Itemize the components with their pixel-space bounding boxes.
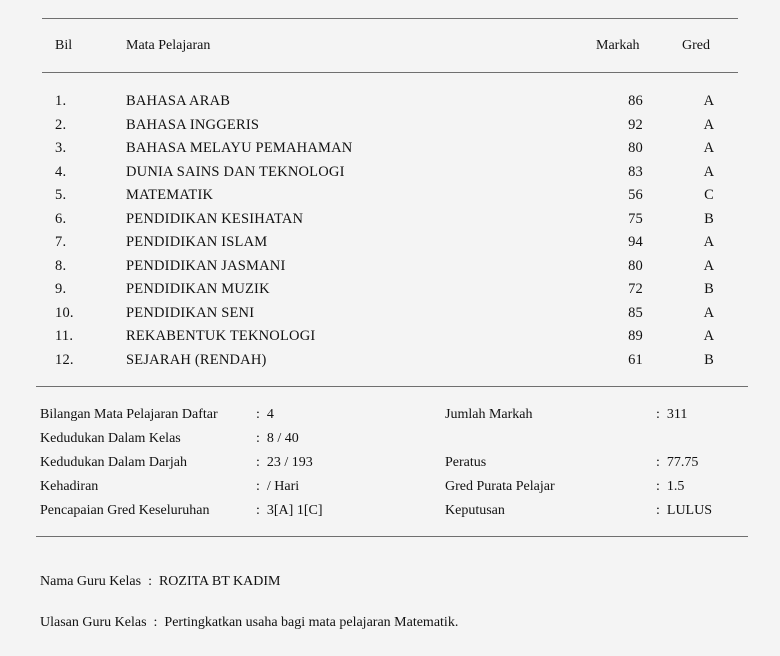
row-number: 9. xyxy=(55,281,67,297)
row-subject: BAHASA ARAB xyxy=(126,93,231,109)
row-mark: 80 xyxy=(628,140,643,156)
teacher-name-label: Nama Guru Kelas : ROZITA BT KADIM xyxy=(40,574,281,589)
top-rule xyxy=(42,18,738,19)
header-mark: Markah xyxy=(596,38,640,53)
row-subject: PENDIDIKAN ISLAM xyxy=(126,234,268,250)
summary-right-value: : 311 xyxy=(656,407,688,422)
summary-left-value: : 23 / 193 xyxy=(256,455,313,470)
row-number: 1. xyxy=(55,93,67,109)
summary-right-value: : LULUS xyxy=(656,503,712,518)
header-subject: Mata Pelajaran xyxy=(126,38,211,53)
summary-left-label: Kehadiran xyxy=(40,479,99,494)
row-mark: 72 xyxy=(628,281,643,297)
summary-right-label: Jumlah Markah xyxy=(445,407,533,422)
row-grade: A xyxy=(703,328,715,344)
row-grade: B xyxy=(704,281,714,297)
teacher-comment-text: Pertingkatkan usaha bagi mata pelajaran Matematik. xyxy=(164,615,459,630)
row-grade: A xyxy=(703,304,715,321)
row-mark: 86 xyxy=(628,93,643,109)
row-mark: 61 xyxy=(628,351,643,368)
row-number: 3. xyxy=(55,140,67,156)
summary-left-value: : 8 / 40 xyxy=(256,431,299,446)
teacher-comment: Ulasan Guru Kelas : Pertingkatkan usaha bagi mata pelajaran Matematik. xyxy=(40,615,459,630)
row-subject: PENDIDIKAN JASMANI xyxy=(126,257,286,274)
table-bottom-rule xyxy=(36,386,748,387)
row-number: 8. xyxy=(55,257,67,274)
row-number: 2. xyxy=(55,116,67,133)
row-grade: A xyxy=(703,116,715,133)
summary-right-label: Gred Purata Pelajar xyxy=(445,479,555,494)
row-mark: 83 xyxy=(628,163,643,180)
row-number: 5. xyxy=(55,187,67,203)
row-grade: C xyxy=(704,187,714,203)
row-number: 7. xyxy=(55,234,67,250)
row-grade: A xyxy=(703,257,715,274)
row-subject: DUNIA SAINS DAN TEKNOLOGI xyxy=(126,163,345,180)
summary-left-value: : / Hari xyxy=(256,479,300,494)
row-subject: REKABENTUK TEKNOLOGI xyxy=(126,328,316,344)
summary-left-label: Kedudukan Dalam Kelas xyxy=(40,431,181,446)
row-mark: 75 xyxy=(628,210,643,227)
summary-left-label: Kedudukan Dalam Darjah xyxy=(40,455,187,470)
row-grade: A xyxy=(703,140,715,156)
row-grade: A xyxy=(703,163,715,180)
teacher-name: ROZITA BT KADIM xyxy=(158,574,281,589)
row-grade: B xyxy=(704,210,714,227)
row-number: 10. xyxy=(55,304,74,321)
summary-right-value: : 77.75 xyxy=(656,455,699,470)
summary-left-value: : 3[A] 1[C] xyxy=(256,503,323,518)
row-mark: 85 xyxy=(628,304,643,321)
header-grade: Gred xyxy=(682,38,710,53)
summary-bottom-rule xyxy=(36,536,748,537)
row-mark: 80 xyxy=(628,257,643,274)
summary-right-label: Keputusan xyxy=(445,503,505,518)
row-subject: SEJARAH (RENDAH) xyxy=(126,351,267,368)
row-mark: 89 xyxy=(628,328,643,344)
row-subject: PENDIDIKAN KESIHATAN xyxy=(126,210,304,227)
row-subject: PENDIDIKAN SENI xyxy=(126,304,255,321)
row-number: 12. xyxy=(55,351,74,368)
row-number: 4. xyxy=(55,163,67,180)
header-bil: Bil xyxy=(55,38,73,53)
row-grade: A xyxy=(703,234,715,250)
row-mark: 94 xyxy=(628,234,643,250)
summary-right-value: : 1.5 xyxy=(656,479,685,494)
row-mark: 92 xyxy=(628,116,643,133)
row-subject: MATEMATIK xyxy=(126,187,214,203)
header-rule xyxy=(42,72,738,73)
row-subject: PENDIDIKAN MUZIK xyxy=(126,281,270,297)
summary-left-label: Pencapaian Gred Keseluruhan xyxy=(40,503,210,518)
row-number: 6. xyxy=(55,210,67,227)
row-mark: 56 xyxy=(628,187,643,203)
row-subject: BAHASA MELAYU PEMAHAMAN xyxy=(126,140,353,156)
summary-right-label: Peratus xyxy=(445,455,487,470)
row-grade: A xyxy=(703,93,715,109)
summary-left-value: : 4 xyxy=(256,407,274,422)
row-number: 11. xyxy=(55,328,74,344)
row-grade: B xyxy=(704,351,714,368)
summary-left-label: Bilangan Mata Pelajaran Daftar xyxy=(40,407,218,422)
row-subject: BAHASA INGGERIS xyxy=(126,116,260,133)
